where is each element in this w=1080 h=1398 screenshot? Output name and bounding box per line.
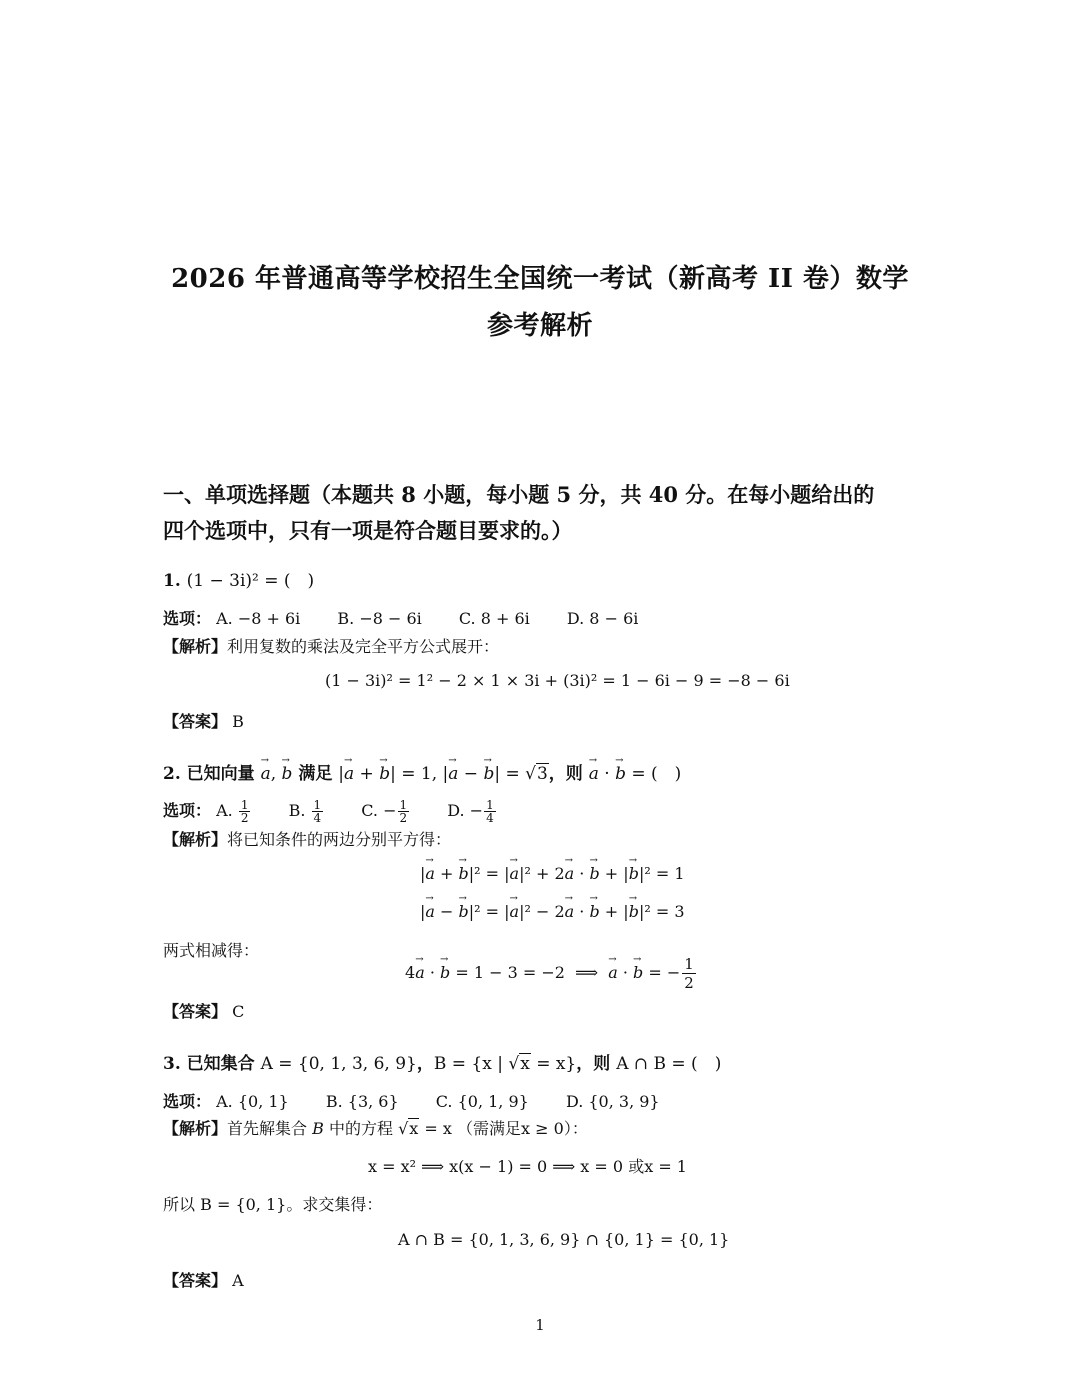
q2-options: [163, 798, 497, 824]
q3-answer: [163, 1268, 244, 1291]
q2-option-c: C. − $\frac{1}{2}$: [361, 798, 408, 825]
q1-answer: [163, 709, 244, 732]
q2-option-d: D. − $\frac{1}{4}$: [447, 798, 494, 825]
q3-answer-value: A: [232, 1271, 244, 1290]
q3-equation-1-left: x = x² ⟹ x(x − 1) = 0 ⟹ x = 0: [368, 1157, 624, 1176]
q3-option-a: A. {0, 1}: [216, 1092, 289, 1111]
q3-stem-tail: A ∩ B = ( ): [616, 1054, 722, 1074]
q2-number: 2.: [163, 764, 181, 784]
q3-set-a: A = {0, 1, 3, 6, 9}: [260, 1054, 417, 1074]
q3-analysis-condition: x ≥ 0: [521, 1119, 564, 1138]
q1-stem: [163, 566, 314, 591]
q3-number: 3.: [163, 1054, 181, 1074]
q1-answer-value: B: [232, 712, 244, 731]
q3-set-b: B = {x | √x = x}: [433, 1054, 577, 1074]
q3-analysis-equation: √x = x: [398, 1119, 452, 1138]
q2-stem-text-3: ，则: [548, 764, 583, 784]
q2-vectors: → a, → b: [261, 764, 293, 784]
options-label: 选项：: [163, 801, 212, 820]
section-heading-line2: 四个选项中，只有一项是符合题目要求的。）: [163, 518, 573, 543]
q2-stem-text-1: 已知向量: [186, 764, 255, 784]
q3-option-c: C. {0, 1, 9}: [435, 1092, 529, 1111]
section-heading: [163, 477, 923, 549]
q3-stem-text-1: 已知集合: [186, 1054, 255, 1074]
q1-analysis-text: 利用复数的乘法及完全平方公式展开：: [227, 637, 500, 656]
q2-equation-2: |→ a − → b|² = |→ a|² − 2→ a · → b + |→ b|² = 3: [420, 902, 685, 921]
q3-option-b: B. {3, 6}: [325, 1092, 399, 1111]
q3-stem: 3. 已知集合 A = {0, 1, 3, 6, 9}，B = {x | √x = x}，则 A ∩ B = ( ): [163, 1054, 722, 1074]
q3-options: [163, 1089, 660, 1112]
answer-label: 【答案】: [163, 1271, 228, 1290]
q3-therefore-text-1: 所以: [163, 1195, 196, 1214]
options-label: 选项：: [163, 1092, 212, 1111]
q3-analysis: 【解析】首先解集合 B 中的方程 √x = x （需满足x ≥ 0）：: [163, 1119, 588, 1138]
q1-analysis: [163, 634, 499, 657]
q1-option-a: A. −8 + 6i: [216, 609, 301, 628]
q3-equation-1: [368, 1154, 687, 1177]
q1-equation: (1 − 3i)² = 1² − 2 × 1 × 3i + (3i)² = 1 − 6i − 9 = −8 − 6i: [325, 671, 790, 690]
q2-answer: [163, 999, 244, 1022]
q1-stem-text: (1 − 3i)² = ( ): [186, 571, 315, 591]
q2-analysis: [163, 827, 451, 850]
q2-conditions: |→ a + → b| = 1, |→ a − → b| = √3: [338, 764, 549, 784]
q3-analysis-text-3: （需满足: [457, 1119, 522, 1138]
section-heading-line1: 一、单项选择题（本题共 8 小题，每小题 5 分，共 40 分。在每小题给出的: [163, 482, 875, 507]
q2-option-a: A. $\frac{1}{2}$: [216, 798, 249, 825]
q2-subtract-text: 两式相减得：: [163, 941, 260, 960]
q1-number: 1.: [163, 571, 181, 591]
q2-equation-1: |→ a + → b|² = |→ a|² + 2→ a · → b + |→ b|² = 1: [420, 864, 685, 883]
page-number: 1: [535, 1316, 545, 1334]
doc-title-line1: 2026 年普通高等学校招生全国统一考试（新高考 II 卷）数学: [171, 264, 909, 294]
answer-label: 【答案】: [163, 1002, 228, 1021]
q3-analysis-text-1: 首先解集合: [227, 1119, 308, 1138]
q2-answer-value: C: [232, 1002, 245, 1021]
analysis-label: 【解析】: [163, 1119, 228, 1138]
q3-analysis-text-2: 中的方程: [328, 1119, 393, 1138]
q3-therefore-text-2: 。求交集得：: [286, 1195, 383, 1214]
q3-equation-1-right: x = 1: [644, 1157, 687, 1176]
q3-equation-2: A ∩ B = {0, 1, 3, 6, 9} ∩ {0, 1} = {0, 1}: [398, 1230, 730, 1249]
q2-stem: [163, 759, 681, 784]
q1-options: [163, 606, 638, 629]
analysis-label: 【解析】: [163, 830, 228, 849]
q3-analysis-text-4: ）：: [563, 1119, 588, 1138]
q2-analysis-text: 将已知条件的两边分别平方得：: [227, 830, 452, 849]
q3-equation-1-or: 或: [628, 1157, 645, 1176]
doc-title-line2: 参考解析: [486, 311, 593, 341]
answer-label: 【答案】: [163, 712, 228, 731]
analysis-label: 【解析】: [163, 637, 228, 656]
q2-equation-3: 4→ a · → b = 1 − 3 = −2 ⟹ → a · → b = − $\frac{1}{2}$: [405, 955, 698, 992]
q3-therefore: [163, 1192, 382, 1215]
q3-stem-text-2: ，则: [576, 1054, 611, 1074]
q2-dot-product: → a · → b = ( ): [589, 764, 682, 784]
q1-option-c: C. 8 + 6i: [458, 609, 530, 628]
q2-stem-tail: = ( ): [631, 764, 682, 784]
q2-option-b: B. $\frac{1}{4}$: [288, 798, 322, 825]
options-label: 选项：: [163, 609, 212, 628]
q1-option-d: D. 8 − 6i: [566, 609, 639, 628]
q3-option-d: D. {0, 3, 9}: [565, 1092, 660, 1111]
q3-therefore-set: B = {0, 1}: [200, 1195, 287, 1214]
q1-option-b: B. −8 − 6i: [337, 609, 422, 628]
q2-stem-text-2: 满足: [298, 764, 333, 784]
